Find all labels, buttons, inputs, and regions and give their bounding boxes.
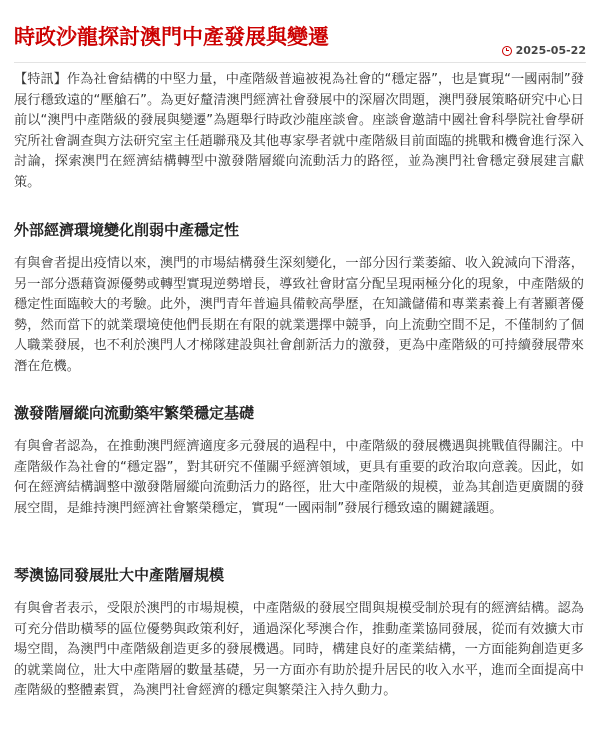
section-heading-3: 琴澳協同發展壯大中產階層規模 <box>14 566 225 584</box>
section-heading-2: 激發階層縱向流動築牢繁榮穩定基礎 <box>14 404 255 422</box>
clock-icon <box>502 46 512 56</box>
article-title: 時政沙龍探討澳門中產發展與變遷 <box>14 25 329 50</box>
publish-date-text: 2025-05-22 <box>515 44 586 57</box>
intro-paragraph: 【特訊】作為社會結構的中堅力量，中產階級普遍被視為社會的“穩定器”，也是實現“一國兩制”發展行穩致遠的“壓艙石”。為更好釐清澳門經濟社會發展中的深層次問題，澳門發展策略研究中心日前以“澳門中產階級的發展與變遷”為題舉行時政沙龍座談會。座談會邀請中國社會科學院社會學研究所社會調查與方法研究室主任趙聯飛及其他專家學者就中產階級目前面臨的挑戰和機會進行深入討論，探索澳門在經濟結構轉型中激發階層縱向流動活力的路徑，並為澳門社會穩定發展建言獻策。 <box>14 72 584 190</box>
section-body-3: 有與會者表示，受限於澳門的市場規模，中產階級的發展空間與規模受制於現有的經濟結構。認為可充分借助橫琴的區位優勢與政策利好，通過深化琴澳合作，推動產業協同發展，從而有效擴大市場空間，為澳門中產階級創造更多的發展機遇。同時，構建良好的產業結構，一方面能夠創造更多的就業崗位，壯大中產階層的數量基礎，另一方面亦有助於提升居民的收入水平，進而全面提高中產階級的整體素質，為澳門社會經濟的穩定與繁榮注入持久動力。 <box>14 601 584 698</box>
section-heading-1: 外部經濟環境變化削弱中產穩定性 <box>14 221 240 239</box>
title-divider <box>14 62 586 63</box>
section-body-1: 有與會者提出疫情以來，澳門的市場結構發生深刻變化，一部分因行業萎縮、收入銳減向下滑落，另一部分憑藉資源優勢或轉型實現逆勢增長，導致社會財富分配呈現兩極分化的現象，中產階級的穩定性面臨較大的考驗。此外，澳門青年普遍具備較高學歷，在知識儲備和專業素養上有著顯著優勢，然而當下的就業環境使他們長期在有限的就業選擇中競爭，向上流動空間不足，不僅制約了個人職業發展，也不利於澳門人才梯隊建設與社會創新活力的激發，更為中產階級的可持續發展帶來潛在危機。 <box>14 256 584 374</box>
section-body-2: 有與會者認為，在推動澳門經濟適度多元發展的過程中，中產階級的發展機遇與挑戰值得關注。中產階級作為社會的“穩定器”，對其研究不僅關乎經濟領域，更具有重要的政治取向意義。因此，如何在經濟結構調整中激發階層縱向流動活力的路徑，壯大中產階級的規模，並為其創造更廣闊的發展空間，是維持澳門經濟社會繁榮穩定，實現“一國兩制”發展行穩致遠的關鍵議題。 <box>14 439 584 516</box>
publish-date <box>502 44 586 57</box>
